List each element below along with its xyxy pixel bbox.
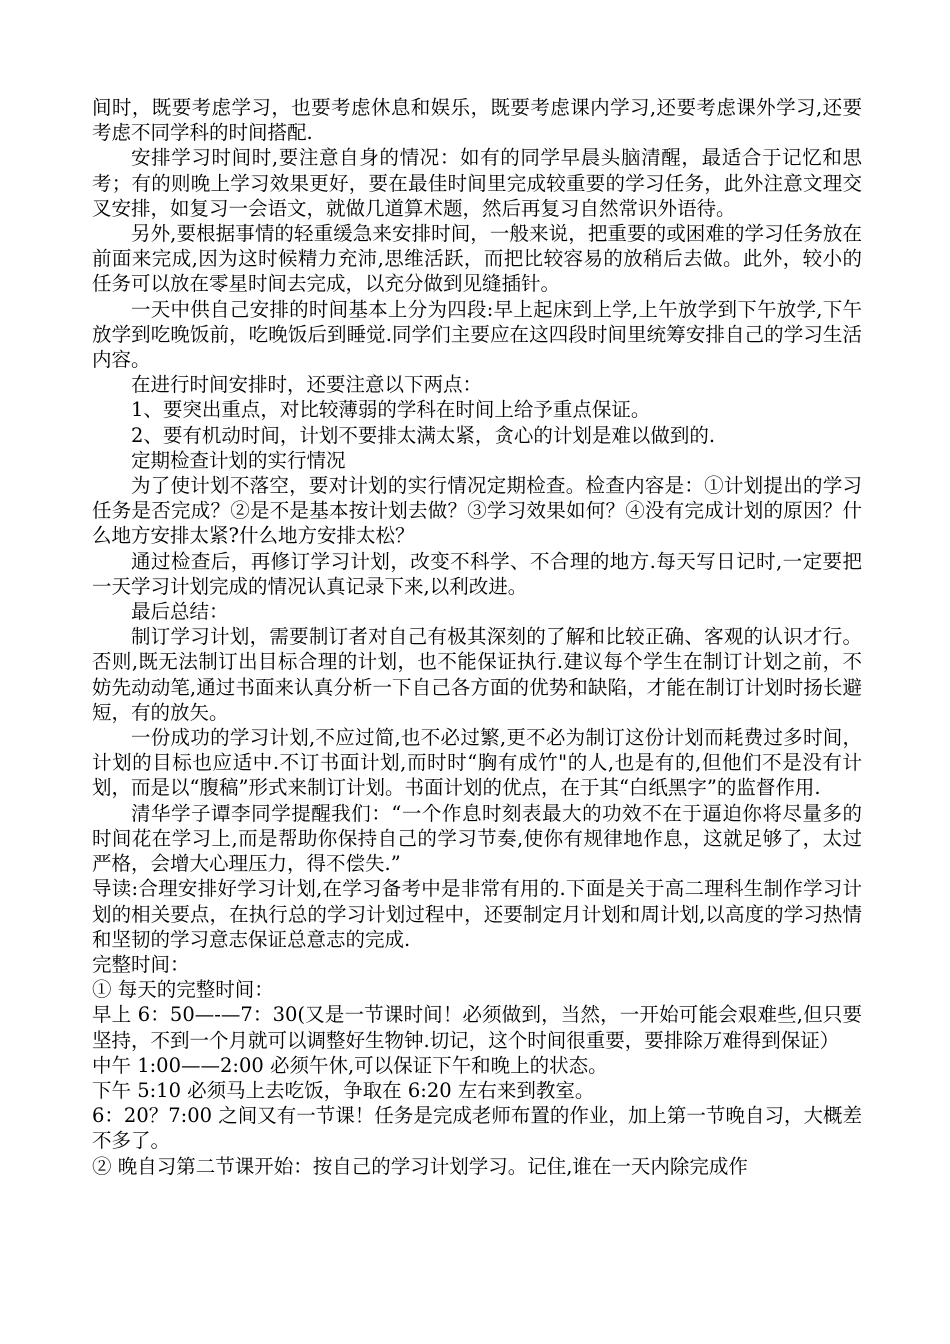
paragraph-3: 另外,要根据事情的轻重缓急来安排时间，一般来说，把重要的或困难的学习任务放在前面来完成,因为这时候精力充沛,思维活跃，而把比较容易的放稍后去做。此外，较小的任务可以放在零星时间去完成，以充分做到见缝插针。 (92, 222, 862, 296)
paragraph-13: 一份成功的学习计划,不应过简,也不必过繁,更不必为制订这份计划而耗费过多时间，计划的目标也应适中.不订书面计划,而时时“胸有成竹"的人,也是有的,但他们不是没有计划，而是以“腹稿”形式来制订计划。书面计划的优点，在于其“白纸黑字”的监督作用. (92, 726, 862, 800)
paragraph-16: 完整时间： (92, 952, 190, 976)
paragraph-21: 6：20？7:00 之间又有一节课！任务是完成老师布置的作业，加上第一节晚自习，大概差不多了。 (92, 1104, 862, 1153)
paragraph-9: 为了使计划不落空，要对计划的实行情况定期检查。检查内容是：①计划提出的学习任务是否完成？②是不是基本按计划去做？③学习效果如何？④没有完成计划的原因？什么地方安排太紧?什么地方安排太松？ (92, 474, 862, 548)
paragraph-14: 清华学子谭李同学提醒我们：“一个作息时刻表最大的功效不在于逼迫你将尽量多的时间花在学习上,而是帮助你保持自己的学习节奏,使你有规律地作息，这就足够了，太过严格，会增大心理压力，得不偿失.” (92, 801, 862, 876)
paragraph-6: 1、要突出重点，对比较薄弱的学科在时间上给予重点保证。 (131, 398, 651, 422)
paragraph-19: 中午 1:00——2:00 必须午休,可以保证下午和晚上的状态。 (92, 1053, 608, 1077)
paragraph-2: 安排学习时间时,要注意自身的情况：如有的同学早晨头脑清醒，最适合于记忆和思考；有的则晚上学习效果更好，要在最佳时间里完成较重要的学习任务，此外注意文理交叉安排，如复习一会语文，就做几道算术题，然后再复习自然常识外语待。 (92, 146, 862, 220)
paragraph-22: ② 晚自习第二节课开始：按自己的学习计划学习。记住,谁在一天内除完成作 (92, 1154, 748, 1178)
paragraph-5: 在进行时间安排时，还要注意以下两点： (131, 373, 483, 397)
document-page (92, 95, 862, 1179)
paragraph-10: 通过检查后，再修订学习计划，改变不科学、不合理的地方.每天写日记时,一定要把一天学习计划完成的情况认真记录下来,以利改进。 (92, 549, 862, 598)
paragraph-12: 制订学习计划，需要制订者对自己有极其深刻的了解和比较正确、客观的认识才行。否则,既无法制订出目标合理的计划，也不能保证执行.建议每个学生在制订计划之前，不妨先动动笔,通过书面来认真分析一下自己各方面的优势和缺陷，才能在制订计划时扬长避短，有的放矢。 (92, 625, 862, 724)
paragraph-15: 导读:合理安排好学习计划,在学习备考中是非常有用的.下面是关于高二理科生制作学习计划的相关要点，在执行总的学习计划过程中，还要制定月计划和周计划,以高度的学习热情和坚韧的学习意志保证总意志的完成. (92, 877, 862, 951)
paragraph-4: 一天中供自己安排的时间基本上分为四段:早上起床到上学,上午放学到下午放学,下午放学到吃晚饭前，吃晚饭后到睡觉.同学们主要应在这四段时间里统筹安排自己的学习生活内容。 (92, 297, 862, 372)
paragraph-18: 早上 6：50—-—7：30(又是一节课时间！必须做到，当然，一开始可能会艰难些,但只要坚持，不到一个月就可以调整好生物钟.切记，这个时间很重要，要排除万难得到保证） (92, 1003, 862, 1052)
paragraph-8: 定期检查计划的实行情况 (131, 448, 346, 472)
paragraph-11: 最后总结： (131, 600, 229, 624)
paragraph-20: 下午 5:10 必须马上去吃饭，争取在 6:20 左右来到教室。 (92, 1078, 595, 1102)
paragraph-17: ① 每天的完整时间： (92, 978, 274, 1002)
paragraph-7: 2、要有机动时间，计划不要排太满太紧，贪心的计划是难以做到的. (131, 423, 716, 447)
paragraph-1: 间时，既要考虑学习，也要考虑休息和娱乐，既要考虑课内学习,还要考虑课外学习,还要考虑不同学科的时间搭配. (92, 96, 862, 145)
